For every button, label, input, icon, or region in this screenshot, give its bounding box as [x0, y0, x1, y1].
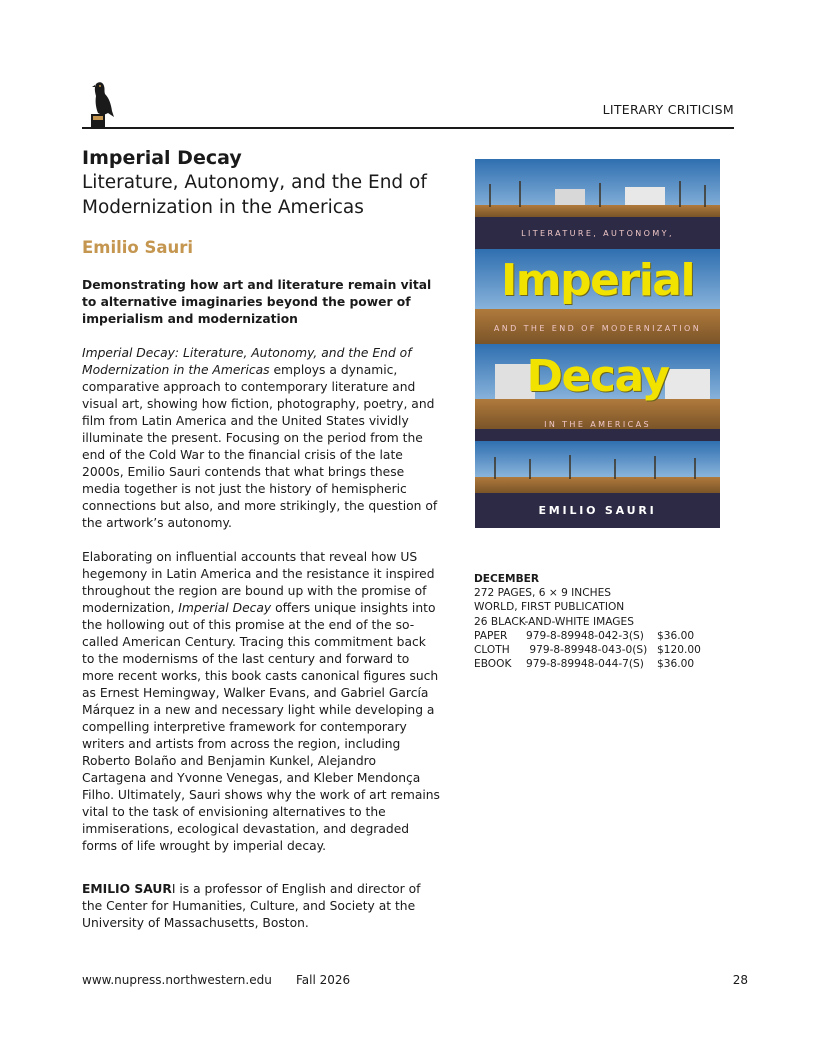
book-tagline: Demonstrating how art and literature remain vital to alternative imaginaries beyond the power of imperialism and modernization	[82, 278, 432, 326]
description-paragraph-2-text-b: offers unique insights into the hollowing out of this promise at the end of the so-called American Century. Tracing this commitment back to the modernisms of the last century and forward to more recent works, this book casts canonical figures such as Ernest Hemingway, Walker Evans, and Gabriel García Márquez in a new and necessary light while developing a compelling interpretive framework for contemporary writers and artists from across the region, including Roberto Bolaño and Benjamin Kunkel, Alejandro Cartagena and Yvonne Venegas, and Kleber Mendonça Filho. Ultimately, Sauri shows why the work of art remains vital to the task of envisioning alternatives to the immiserations, ecological devastation, and degraded forms of life wrought by imperial decay.	[82, 601, 440, 853]
format-row	[474, 643, 701, 657]
cover-subtitle-line-3: IN THE AMERICAS	[544, 420, 651, 429]
section-label: LITERARY CRITICISM	[602, 102, 734, 117]
format-isbn: 979-8-89948-044-7(S)	[526, 658, 644, 671]
description-paragraph-2-italic: Imperial Decay	[178, 601, 272, 615]
author-bio-text: I is a professor of English and director of the Center for Humanities, Culture, and Society at the University of Massachusetts, Boston.	[82, 882, 421, 930]
format-row	[474, 629, 701, 643]
format-isbn: 979-8-89948-043-0(S)	[526, 644, 648, 657]
footer-url[interactable]: www.nupress.northwestern.edu	[82, 973, 272, 987]
description-title-italic: Imperial Decay: Literature, Autonomy, and the End of Modernization in the Americas	[82, 346, 412, 377]
rights: WORLD, FIRST PUBLICATION	[474, 601, 625, 614]
description-paragraph-2-text-a: Elaborating on influential accounts that reveal how US hegemony in Latin America and the resistance it inspired throughout the region are bound up with the promise of modernization,	[82, 550, 435, 615]
book-cover	[475, 159, 720, 528]
cover-subtitle-line-1: LITERATURE, AUTONOMY,	[521, 229, 674, 238]
format-isbn: 979-8-89948-042-3(S)	[526, 629, 644, 642]
footer-season: Fall 2026	[296, 973, 351, 987]
cover-subtitle-line-2: AND THE END OF MODERNIZATION	[493, 324, 702, 333]
author-bio	[82, 881, 440, 932]
book-title: Imperial Decay	[82, 147, 242, 169]
format-row	[474, 657, 701, 671]
book-subtitle: Literature, Autonomy, and the End of Modernization in the Americas	[82, 172, 427, 218]
book-author: Emilio Sauri	[82, 238, 194, 257]
header-rule	[82, 127, 734, 129]
cover-title-word-2: Decay	[526, 351, 669, 402]
format-price: $120.00	[657, 644, 701, 657]
pub-month: DECEMBER	[474, 573, 540, 585]
image-count: 26 BLACK-AND-WHITE IMAGES	[474, 615, 634, 628]
page-number: 28	[732, 973, 748, 987]
format-name: PAPER	[474, 629, 508, 642]
format-name: EBOOK	[474, 658, 512, 671]
page-count: 272 PAGES, 6 × 9 INCHES	[474, 587, 612, 600]
format-name: CLOTH	[474, 644, 510, 657]
description-paragraph-2	[82, 549, 440, 855]
description-paragraph-1	[82, 345, 440, 532]
cover-photo-strips	[475, 159, 720, 528]
cover-author: EMILIO SAURI	[538, 504, 657, 517]
description-paragraph-1-text: employs a dynamic, comparative approach to contemporary literature and visual art, showing how fiction, photography, poetry, and film from Latin America and the United States vividly illuminate the present. Focusing on the period from the end of the Cold War to the financial crisis of the late 2000s, Emilio Sauri contends that what brings these media together is not just the history of hemispheric connections but also, and more strikingly, the question of the artwork’s autonomy.	[82, 363, 438, 530]
author-bio-name: EMILIO SAUR	[82, 882, 172, 896]
book-metadata	[474, 572, 701, 671]
format-price: $36.00	[657, 629, 695, 642]
format-price: $36.00	[657, 658, 695, 671]
bird-logo-icon	[84, 80, 116, 128]
cover-title-word-1: Imperial	[500, 255, 695, 306]
